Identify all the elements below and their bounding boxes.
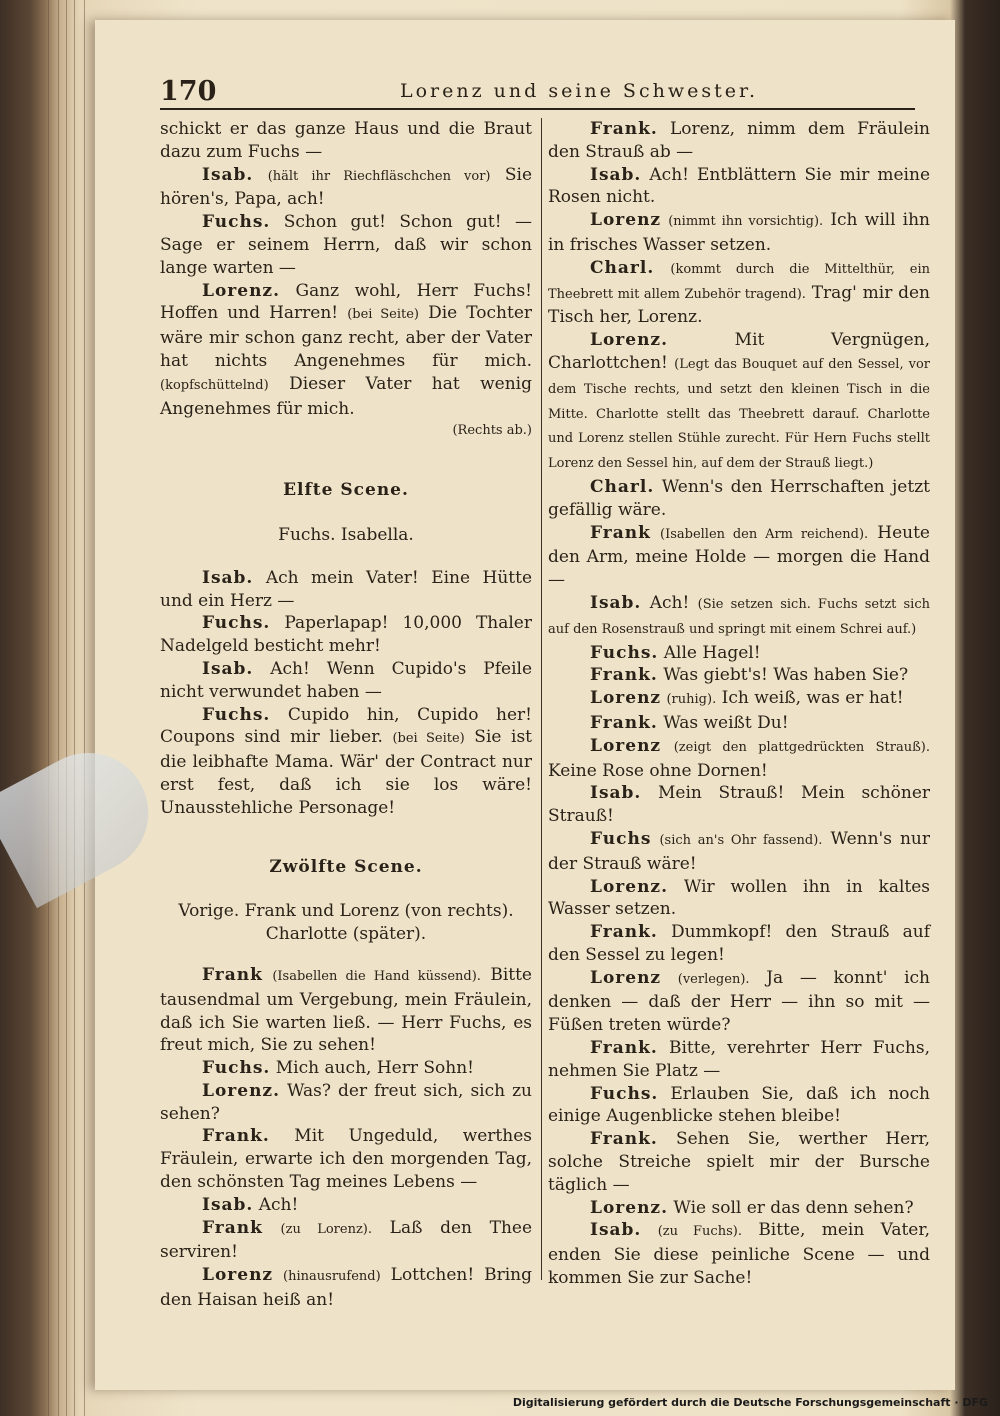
scene-title xyxy=(160,856,532,879)
stage-direction: (nimmt ihn vorsichtig). xyxy=(668,214,824,230)
line-text: Alle Hagel! xyxy=(663,642,761,663)
stage-direction: (Isabellen die Hand küssend). xyxy=(272,968,481,984)
dialogue-line xyxy=(160,1194,532,1217)
speaker-name: Fuchs. xyxy=(590,642,659,663)
line-text: Dummkopf! den Strauß auf den Sessel zu legen! xyxy=(548,922,931,965)
right-column xyxy=(548,118,930,1290)
line-text: Mich auch, Herr Sohn! xyxy=(275,1058,474,1079)
line-text: Ach! xyxy=(649,592,690,613)
speaker-name: Lorenz xyxy=(590,967,662,988)
dialogue-line xyxy=(548,592,930,642)
line-text: Lorenz, nimm dem Fräulein den Strauß ab — xyxy=(548,119,931,162)
speaker-name: Frank. xyxy=(590,712,658,733)
dialogue-line xyxy=(548,329,930,476)
line-text: Mit Vergnügen, Charlottchen! xyxy=(548,330,930,373)
dialogue-line xyxy=(548,1197,930,1220)
dialogue-line xyxy=(548,712,930,735)
line-text: Sie ist die leibhafte Mama. Wär' der Contract nur erst fest, daß ich sie los wäre! Unausstehliche Personage! xyxy=(160,727,532,818)
speaker-name: Fuchs. xyxy=(202,1058,271,1079)
speaker-name: Frank xyxy=(202,964,263,985)
speaker-name: Isab. xyxy=(590,592,642,613)
line-text: Paperlapap! 10,000 Thaler Nadelgeld besticht mehr! xyxy=(160,613,532,657)
line-text: Zwölfte Scene. xyxy=(269,856,423,877)
speaker-name: Lorenz xyxy=(590,735,662,756)
speaker-name: Lorenz. xyxy=(202,1080,280,1101)
dialogue-line xyxy=(548,118,930,164)
speaker-name: Fuchs. xyxy=(202,613,271,634)
exit-direction xyxy=(160,420,532,443)
dialogue-line xyxy=(548,782,930,828)
stage-direction: (Isabellen den Arm reichend). xyxy=(660,526,869,542)
line-text: Bitte tausendmal um Vergebung, mein Fräulein, daß ich Sie warten ließ. — Herr Fuchs, es freut mich, Sie zu sehen! xyxy=(160,964,532,1056)
line-text: Schon gut! Schon gut! — Sage er seinem Herrn, daß wir schon lange warten — xyxy=(160,212,533,278)
dialogue-line xyxy=(548,209,930,257)
line-text: Ach! Entblättern Sie mir meine Rosen nicht. xyxy=(548,164,931,208)
dialogue-line xyxy=(160,1125,532,1193)
speaker-name: Frank. xyxy=(202,1126,270,1147)
dialogue-line xyxy=(548,876,930,922)
speaker-name: Frank. xyxy=(590,1129,658,1150)
dialogue-line xyxy=(160,612,532,658)
line-text: Erlauben Sie, daß ich noch einige Augenblicke stehen bleibe! xyxy=(548,1083,930,1127)
dialogue-line xyxy=(548,642,930,665)
stage-direction: (sich an's Ohr fassend). xyxy=(659,832,823,848)
line-text: Fuchs. Isabella. xyxy=(278,524,414,545)
speaker-name: Charl. xyxy=(590,476,655,497)
line-text: Ich will ihn in frisches Wasser setzen. xyxy=(548,210,930,255)
scene-characters xyxy=(160,900,532,946)
page-edge xyxy=(48,0,49,1416)
dialogue-line xyxy=(548,664,930,687)
line-text: Dieser Vater hat wenig Angenehmes für mich. xyxy=(160,373,532,419)
stage-direction: (zu Fuchs). xyxy=(657,1224,742,1240)
dialogue-line xyxy=(160,1080,532,1126)
line-text: Cupido hin, Cupido her! Coupons sind mir lieber. xyxy=(160,704,533,748)
speaker-name: Frank. xyxy=(590,119,658,139)
line-text: Heute den Arm, meine Holde — morgen die Hand — xyxy=(548,522,930,591)
dialogue-line xyxy=(160,1217,532,1265)
speaker-name: Frank. xyxy=(590,1038,658,1059)
page-number: 170 xyxy=(160,76,217,107)
dialogue-line xyxy=(160,1057,532,1080)
scene-characters xyxy=(160,524,532,547)
dialogue-line xyxy=(160,658,532,704)
speaker-name: Fuchs. xyxy=(590,1083,659,1104)
speaker-name: Lorenz xyxy=(202,1265,274,1286)
speaker-name: Fuchs xyxy=(590,828,652,849)
column-divider xyxy=(541,118,542,1280)
line-text: Vorige. Frank und Lorenz (von rechts). Charlotte (später). xyxy=(178,901,514,945)
dialogue-line xyxy=(160,280,532,421)
line-text: Ich weiß, was er hat! xyxy=(721,688,904,709)
continued-text xyxy=(160,118,532,164)
speaker-name: Charl. xyxy=(590,257,655,278)
speaker-name: Frank. xyxy=(590,665,658,686)
line-text: Bitte, verehrter Herr Fuchs, nehmen Sie Platz — xyxy=(548,1038,931,1081)
left-column xyxy=(160,118,532,1312)
speaker-name: Isab. xyxy=(202,164,254,185)
dialogue-line xyxy=(160,211,532,279)
line-text: Bitte, mein Vater, enden Sie diese peinliche Scene — und kommen Sie zur Sache! xyxy=(548,1220,931,1289)
dialogue-line xyxy=(160,1264,532,1312)
speaker-name: Frank xyxy=(590,522,651,543)
stage-direction: (verlegen). xyxy=(677,971,750,987)
page-edge xyxy=(84,0,85,1416)
dialogue-line xyxy=(548,1219,930,1289)
stage-direction: (Sie setzen sich. Fuchs setzt sich auf den Rosenstrauß und springt mit einem Schrei auf.) xyxy=(548,596,930,637)
stage-direction: (zeigt den plattgedrückten Strauß). xyxy=(673,739,930,755)
dialogue-line xyxy=(160,164,532,212)
line-text: Keine Rose ohne Dornen! xyxy=(548,760,768,781)
line-text: Die Tochter wäre mir schon ganz recht, aber der Vater hat nichts Angenehmes für mich. xyxy=(160,303,533,371)
speaker-name: Frank xyxy=(202,1217,263,1238)
speaker-name: Isab. xyxy=(202,567,254,588)
line-text: Mit Ungeduld, werthes Fräulein, erwarte ich den morgenden Tag, den schönsten Tag meines Lebens — xyxy=(160,1126,533,1193)
stage-direction: (zu Lorenz). xyxy=(280,1221,373,1237)
speaker-name: Fuchs. xyxy=(202,212,271,233)
stage-direction: (bei Seite) xyxy=(392,731,465,747)
scene-title xyxy=(160,479,532,502)
speaker-name: Lorenz. xyxy=(590,876,668,897)
page-edge xyxy=(58,0,59,1416)
dialogue-line xyxy=(548,476,930,522)
dialogue-line xyxy=(548,164,930,210)
line-text: Ja — konnt' ich denken — daß der Herr — ihn so mit — Füßen treten würde? xyxy=(548,967,930,1036)
dialogue-line xyxy=(548,687,930,712)
stage-direction: (bei Seite) xyxy=(347,307,419,323)
stage-direction: (hinausrufend) xyxy=(283,1269,381,1285)
speaker-name: Lorenz. xyxy=(590,1197,668,1218)
stage-direction: (Legt das Bouquet auf den Sessel, vor dem Tische rechts, und setzt den kleinen Tisch in die Mitte. Charlotte stellt das Theebrett darauf. Charlotte und Lorenz stellen Stühle zurecht. Für Hern Fuchs stellt Lorenz den Sessel hin, auf dem der Strauß liegt.) xyxy=(548,356,930,472)
line-text: Sehen Sie, werther Herr, solche Streiche spielt mir der Bursche täglich — xyxy=(548,1129,930,1195)
line-text: Ganz wohl, Herr Fuchs! Hoffen und Harren! xyxy=(160,280,532,324)
line-text: Ach mein Vater! Eine Hütte und ein Herz — xyxy=(160,567,533,611)
stage-direction: (ruhig). xyxy=(666,692,717,708)
dialogue-line xyxy=(160,964,532,1057)
speaker-name: Fuchs. xyxy=(202,704,271,725)
speaker-name: Isab. xyxy=(202,1194,254,1215)
page-header xyxy=(160,74,915,110)
running-title: Lorenz und seine Schwester. xyxy=(400,80,759,102)
line-text: Wie soll er das denn sehen? xyxy=(673,1197,914,1218)
stage-direction: (kommt durch die Mittelthür, ein Theebrett mit allem Zubehör tragend). xyxy=(548,261,930,302)
line-text: Wir wollen ihn in kaltes Wasser setzen. xyxy=(548,876,931,920)
line-text: Lottchen! Bring den Haisan heiß an! xyxy=(160,1265,533,1311)
line-text: Was weißt Du! xyxy=(663,712,789,733)
page-edge xyxy=(74,0,75,1416)
line-text: Wenn's nur der Strauß wäre! xyxy=(548,828,931,874)
dialogue-line xyxy=(548,967,930,1037)
stage-direction: (Rechts ab.) xyxy=(452,423,532,439)
line-text: Elfte Scene. xyxy=(283,480,409,501)
stage-direction: (hält ihr Riechfläschchen vor) xyxy=(267,168,491,184)
dialogue-line xyxy=(548,1083,930,1129)
speaker-name: Lorenz xyxy=(590,210,662,231)
dialogue-line xyxy=(548,257,930,329)
page-edge xyxy=(66,0,67,1416)
speaker-name: Lorenz. xyxy=(590,330,668,351)
dialogue-line xyxy=(548,1128,930,1196)
speaker-name: Isab. xyxy=(590,783,642,804)
speaker-name: Lorenz. xyxy=(202,280,280,301)
line-text: Was? der freut sich, sich zu sehen? xyxy=(160,1080,533,1124)
dialogue-line xyxy=(548,522,930,592)
dialogue-line xyxy=(548,828,930,876)
line-text: Was giebt's! Was haben Sie? xyxy=(663,665,909,686)
speaker-name: Lorenz xyxy=(590,688,662,709)
line-text: Mein Strauß! Mein schöner Strauß! xyxy=(548,783,931,827)
line-text: Wenn's den Herrschaften jetzt gefällig wäre. xyxy=(548,476,930,520)
digitization-credit: Digitalisierung gefördert durch die Deutsche Forschungsgemeinschaft · DFG xyxy=(512,1396,988,1409)
line-text: schickt er das ganze Haus und die Braut dazu zum Fuchs — xyxy=(160,119,532,162)
speaker-name: Isab. xyxy=(590,1220,642,1241)
line-text: Ach! Wenn Cupido's Pfeile nicht verwundet haben — xyxy=(160,658,533,702)
stage-direction: (kopfschüttelnd) xyxy=(160,377,269,393)
speaker-name: Isab. xyxy=(590,164,642,185)
dialogue-line xyxy=(548,1037,930,1083)
line-text: Sie hören's, Papa, ach! xyxy=(160,164,533,210)
line-text: Trag' mir den Tisch her, Lorenz. xyxy=(548,282,931,328)
dialogue-line xyxy=(160,704,532,820)
dialogue-line xyxy=(548,921,930,967)
dialogue-line xyxy=(548,735,930,783)
line-text: Ach! xyxy=(258,1194,299,1215)
speaker-name: Isab. xyxy=(202,658,254,679)
speaker-name: Frank. xyxy=(590,922,658,943)
line-text: Laß den Thee serviren! xyxy=(160,1217,533,1263)
dialogue-line xyxy=(160,567,532,613)
